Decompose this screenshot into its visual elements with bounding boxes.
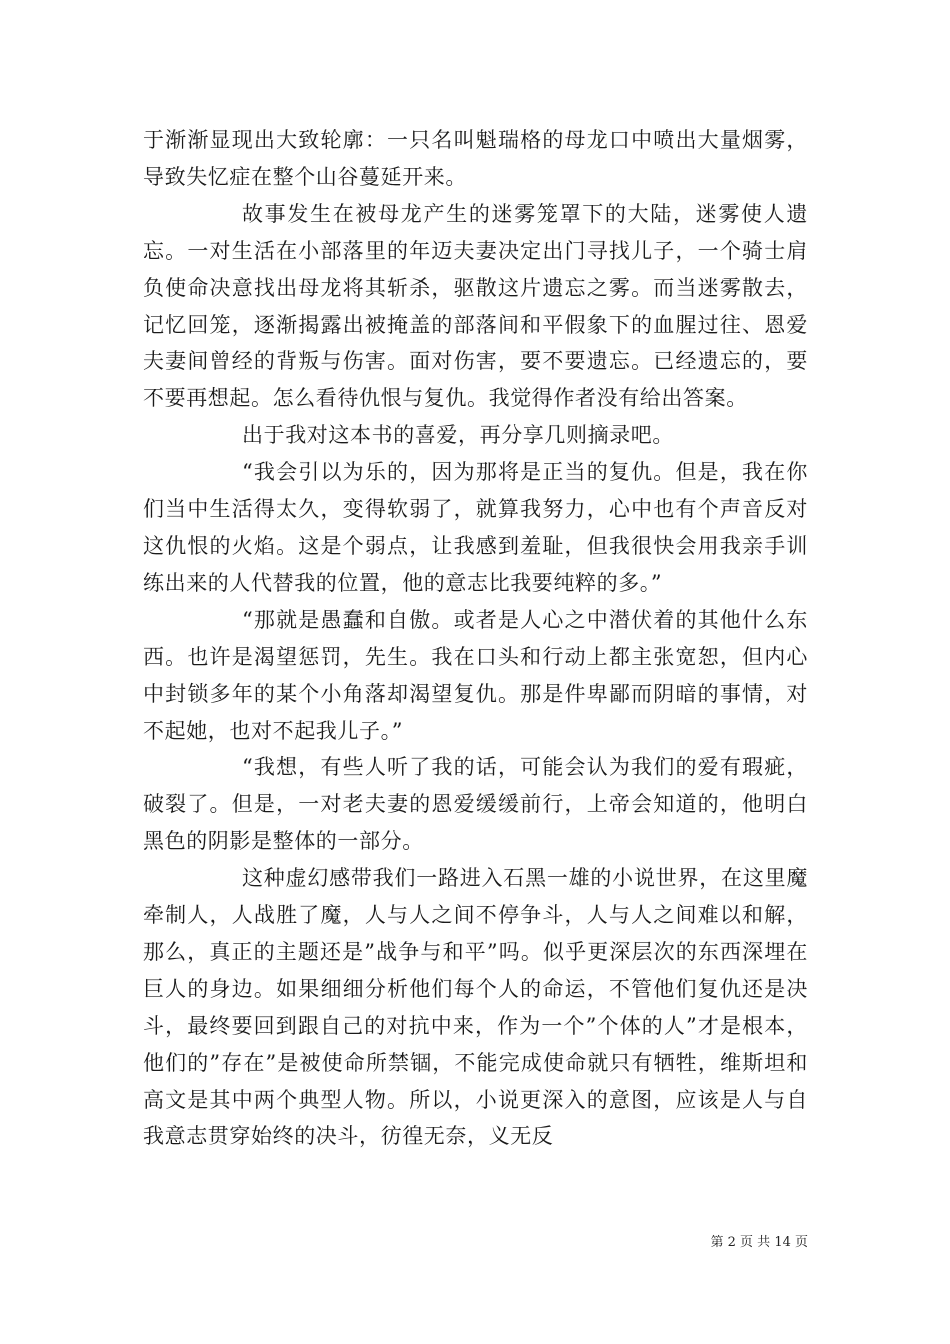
paragraph-4-quote: “我会引以为乐的，因为那将是正当的复仇。但是，我在你们当中生活得太久，变得软弱了，就算我努力，心中也有个声音反对这仇恨的火焰。这是个弱点，让我感到羞耻，但我很快会用我亲手训练出来的人代替我的位置，他的意志比我要纯粹的多。”	[143, 460, 808, 595]
paragraph-1: 于渐渐显现出大致轮廓：一只名叫魁瑞格的母龙口中喷出大量烟雾，导致失忆症在整个山谷蔓延开来。	[143, 128, 808, 189]
document-body	[143, 122, 808, 1155]
paragraph-2: 故事发生在被母龙产生的迷雾笼罩下的大陆，迷雾使人遗忘。一对生活在小部落里的年迈夫妻决定出门寻找儿子，一个骑士肩负使命决意找出母龙将其斩杀，驱散这片遗忘之雾。而当迷雾散去，记忆回笼，逐渐揭露出被掩盖的部落间和平假象下的血腥过往、恩爱夫妻间曾经的背叛与伤害。面对伤害，要不要遗忘。已经遗忘的，要不要再想起。怎么看待仇恨与复仇。我觉得作者没有给出答案。	[143, 201, 808, 411]
paragraph-3: 出于我对这本书的喜爱，再分享几则摘录吧。	[242, 423, 674, 448]
paragraph-6-quote: “我想，有些人听了我的话，可能会认为我们的爱有瑕疵，破裂了。但是，一对老夫妻的恩爱缓缓前行，上帝会知道的，他明白黑色的阴影是整体的一部分。	[143, 755, 808, 854]
paragraph-5-quote: “那就是愚蠢和自傲。或者是人心之中潜伏着的其他什么东西。也许是渴望惩罚，先生。我在口头和行动上都主张宽恕，但内心中封锁多年的某个小角落却渴望复仇。那是件卑鄙而阴暗的事情，对不起她，也对不起我儿子。”	[143, 607, 808, 743]
paragraph-7: 这种虚幻感带我们一路进入石黑一雄的小说世界，在这里魔牵制人，人战胜了魔，人与人之间不停争斗，人与人之间难以和解，那么，真正的主题还是”战争与和平”吗。似乎更深层次的东西深埋在巨人的身边。如果细细分析他们每个人的命运，不管他们复仇还是决斗，最终要回到跟自己的对抗中来，作为一个”个体的人”才是根本，他们的”存在”是被使命所禁锢，不能完成使命就只有牺牲，维斯坦和高文是其中两个典型人物。所以，小说更深入的意图，应该是人与自我意志贯穿始终的决斗，彷徨无奈，义无反	[143, 866, 808, 1149]
page-number: 第 2 页 共 14 页	[710, 1235, 808, 1250]
